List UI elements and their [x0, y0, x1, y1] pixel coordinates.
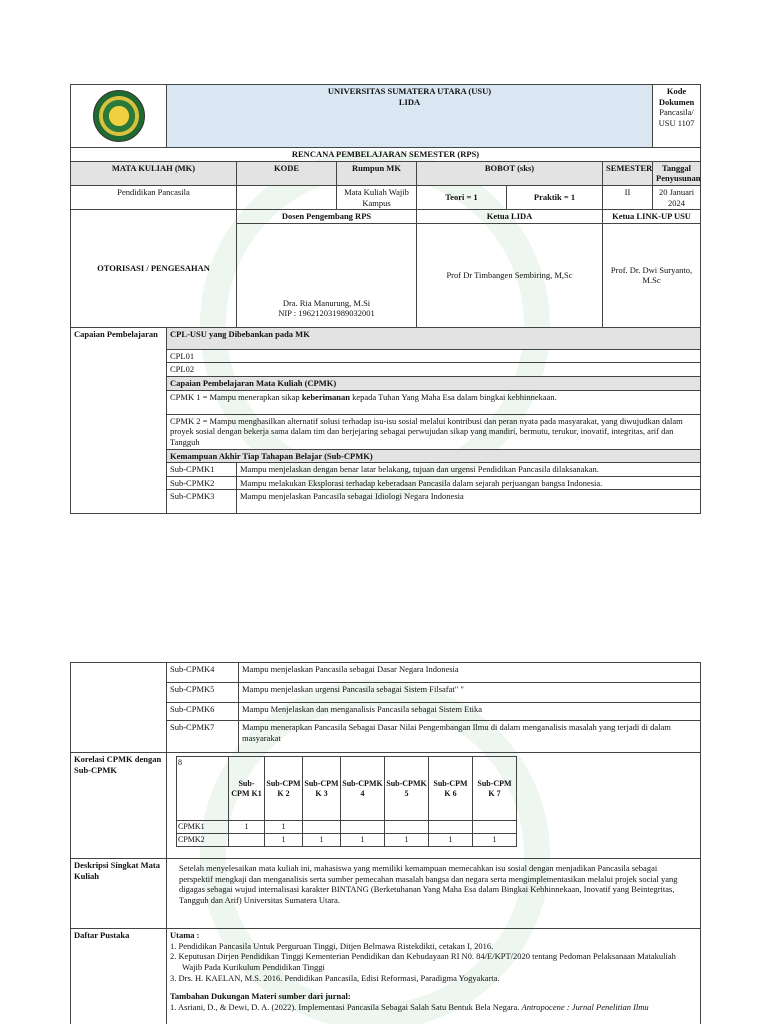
sub-cpmk-desc: Mampu menerapkan Pancasila Sebagai Dasar Nilai Pengembangan Ilmu di dalam menganalisis masalah yang terjadi di dalam masyarakat [239, 721, 701, 753]
col-mata-kuliah: MATA KULIAH (MK) [71, 161, 237, 185]
course-rumpun: Mata Kuliah Wajib Kampus [337, 185, 417, 209]
ketua-lida-label: Ketua LIDA [417, 210, 603, 224]
matrix-header: Sub-CPM K 6 [429, 757, 473, 821]
matrix-cell [385, 821, 429, 834]
matrix-cell [473, 821, 517, 834]
matrix-cell: 1 [303, 834, 341, 847]
col-semester: SEMESTER [603, 161, 653, 185]
pustaka-tambahan-item [170, 1002, 697, 1013]
cpmk-1 [167, 390, 701, 414]
dosen-name: Dra. Ria Manurung, M.Si [282, 297, 371, 308]
sub-cpmk-header: Kemampuan Akhir Tiap Tahapan Belajar (Sub-CPMK) [167, 449, 701, 463]
sub-cpmk-code: Sub-CPMK7 [167, 721, 239, 753]
col-tanggal: Tanggal Penyusunan [653, 161, 701, 185]
cpmk-1-bold: keberimanan [301, 391, 350, 402]
dosen-label: Dosen Pengembang RPS [237, 210, 417, 224]
cpl-header: CPL-USU yang Dibebankan pada MK [167, 327, 701, 349]
matrix-header: Sub-CPMK 4 [341, 757, 385, 821]
doc-code-value: Pancasila/ USU 1107 [658, 107, 695, 128]
korelasi-cell [167, 753, 701, 859]
matrix-cell: 1 [429, 834, 473, 847]
deskripsi-label: Deskripsi Singkat Mata Kuliah [71, 859, 167, 929]
course-praktik: Praktik = 1 [507, 185, 603, 209]
doc-code-cell [653, 85, 701, 148]
sub-cpmk-code: Sub-CPMK3 [167, 490, 237, 514]
course-kode [237, 185, 337, 209]
matrix-header: Sub-CPM K 7 [473, 757, 517, 821]
sub-cpmk-desc: Mampu menjelaskan Pancasila sebagai Dasar Negara Indonesia [239, 663, 701, 683]
sub-cpmk-code: Sub-CPMK1 [167, 463, 237, 477]
matrix-cell [229, 834, 265, 847]
matrix-cell: 1 [265, 834, 303, 847]
matrix-cell: 1 [385, 834, 429, 847]
cpl-item: CPL02 [167, 363, 701, 377]
sub-cpmk-code: Sub-CPMK6 [167, 703, 239, 721]
pustaka-content [167, 929, 701, 1024]
matrix-cell [303, 821, 341, 834]
pustaka-utama-label: Utama : [170, 930, 200, 940]
col-rumpun: Rumpun MK [337, 161, 417, 185]
pustaka-item: 2. Keputusan Dirjen Pendidikan Tinggi Kementerian Pendidikan dan Kebudayaan RI N0. 84/E/KPT/2020 tentang Pedoman Pelaksanaan Matakuliah Wajib Pada Kurikulum Pendidikan Tinggi [170, 951, 676, 972]
doc-code-label: Kode Dokumen [658, 86, 695, 107]
deskripsi-text: Setelah menyelesaikan mata kuliah ini, mahasiswa yang memiliki kemampuan memecahkan isu sosial dengan menjadikan Pancasila sebagai perspektif mengkaji dan menganalisis serta sumber pemecahan masalah bangsa dan negara serta mengimplementasikan melalui projek social yang digagas sebagai wujud internalisasi karakter BINTANG (Berketuhanan Yang Maha Esa dalam Bingkai Kebhinnekaan, Inovatif yang Beintegritas, Tangguh dan Arif) Universitas Sumatera Utara. [167, 859, 701, 929]
pustaka-item: 3. Drs. H. KAELAN, M.S. 2016. Pendidikan Pancasila, Edisi Reformasi, Paradigma Yogyakarta. [170, 972, 500, 983]
matrix-cell: 1 [265, 821, 303, 834]
rps-detail-table [70, 662, 701, 1024]
matrix-corner: 8 [177, 757, 229, 821]
korelasi-matrix [176, 756, 517, 847]
col-bobot: BOBOT (sks) [417, 161, 603, 185]
pustaka-item: 1. Pendidikan Pancasila Untuk Perguruan Tinggi, Ditjen Belmawa Ristekdikti, cetakan I, 2016. [170, 940, 494, 951]
logo-cell [71, 85, 167, 148]
university-header [167, 85, 653, 148]
sub-cpmk-desc: Mampu menjelaskan Pancasila sebagai Idiologi Negara Indonesia [237, 490, 701, 514]
sub-cpmk-desc: Mampu menjelaskan dengan benar latar belakang, tujuan dan urgensi Pendidikan Pancasila dilaksanakan. [237, 463, 701, 477]
sub-cpmk-desc: Mampu Menjelaskan dan menganalisis Pancasila sebagai Sistem Etika [239, 703, 701, 721]
ketua-link-name: Prof. Dr. Dwi Suryanto, M.Sc [603, 223, 701, 327]
matrix-cell: 1 [473, 834, 517, 847]
otorisasi-label: OTORISASI / PENGESAHAN [71, 210, 237, 328]
cpmk-2: CPMK 2 = Mampu menghasilkan alternatif solusi terhadap isu-isu sosial melalui kontribusi dan peran nyata pada masyarakat, yang diwujudkan dalam proyek sosial dengan bekerja sama dalam tim dan berjejaring sebagai perwujudan sikap yang mandiri, bermutu, terukur, inovatif, integritas, arif dan Tangguh [167, 414, 701, 449]
matrix-row-label: CPMK2 [177, 834, 229, 847]
cpmk-1-text: CPMK 1 = Mampu menerapkan sikap [170, 391, 302, 402]
cpmk-header: Capaian Pembelajaran Mata Kuliah (CPMK) [167, 377, 701, 391]
matrix-header: Sub-CPM K1 [229, 757, 265, 821]
pustaka-tambahan-journal: Antropocene : Jurnal Penelitian Ilmu [521, 1001, 649, 1012]
course-tanggal: 20 Januari 2024 [653, 185, 701, 209]
course-teori: Teori = 1 [417, 185, 507, 209]
dosen-signature [237, 223, 417, 327]
matrix-header: Sub-CPMK 5 [385, 757, 429, 821]
matrix-header: Sub-CPM K 2 [265, 757, 303, 821]
matrix-header: Sub-CPM K 3 [303, 757, 341, 821]
ketua-lida-name: Prof Dr Timbangen Sembiring, M,Sc [417, 223, 603, 327]
sub-cpmk-desc: Mampu menjelaskan urgensi Pancasila sebagai Sistem Filsafat" " [239, 683, 701, 703]
rps-title: RENCANA PEMBELAJARAN SEMESTER (RPS) [71, 148, 701, 162]
unit-name: LIDA [398, 96, 421, 107]
matrix-cell [429, 821, 473, 834]
rps-header-table [70, 84, 701, 514]
usu-logo-icon [93, 90, 145, 142]
korelasi-label: Korelasi CPMK dengan Sub-CPMK [71, 753, 167, 859]
matrix-cell: 1 [341, 834, 385, 847]
course-name: Pendidikan Pancasila [71, 185, 237, 209]
sub-cpmk-cont-label [71, 663, 167, 753]
sub-cpmk-code: Sub-CPMK4 [167, 663, 239, 683]
pustaka-tambahan-text: 1. Asriani, D., & Dewi, D. A. (2022). Implementasi Pancasila Sebagai Salah Satu Bentuk Bela Negara. [170, 1001, 522, 1012]
cpl-item: CPL01 [167, 349, 701, 363]
ketua-link-label: Ketua LINK-UP USU [603, 210, 701, 224]
matrix-row-label: CPMK1 [177, 821, 229, 834]
dosen-nip: NIP : 196212031989032001 [278, 308, 375, 319]
sub-cpmk-desc: Mampu melakukan Eksplorasi terhadap keberadaan Pancasila dalam sejarah perjuangan bangsa Indonesia. [237, 476, 701, 490]
cpmk-1-text-end: kepada Tuhan Yang Maha Esa dalam bingkai kebhinnekaan. [349, 391, 557, 402]
pustaka-tambahan-label: Tambahan Dukungan Materi sumber dari jurnal: [170, 991, 351, 1002]
course-semester: II [603, 185, 653, 209]
university-name: UNIVERSITAS SUMATERA UTARA (USU) [327, 86, 492, 96]
pustaka-label: Daftar Pustaka [71, 929, 167, 1024]
sub-cpmk-code: Sub-CPMK5 [167, 683, 239, 703]
sub-cpmk-code: Sub-CPMK2 [167, 476, 237, 490]
matrix-cell: 1 [229, 821, 265, 834]
col-kode: KODE [237, 161, 337, 185]
capaian-label: Capaian Pembelajaran [71, 327, 167, 514]
matrix-cell [341, 821, 385, 834]
